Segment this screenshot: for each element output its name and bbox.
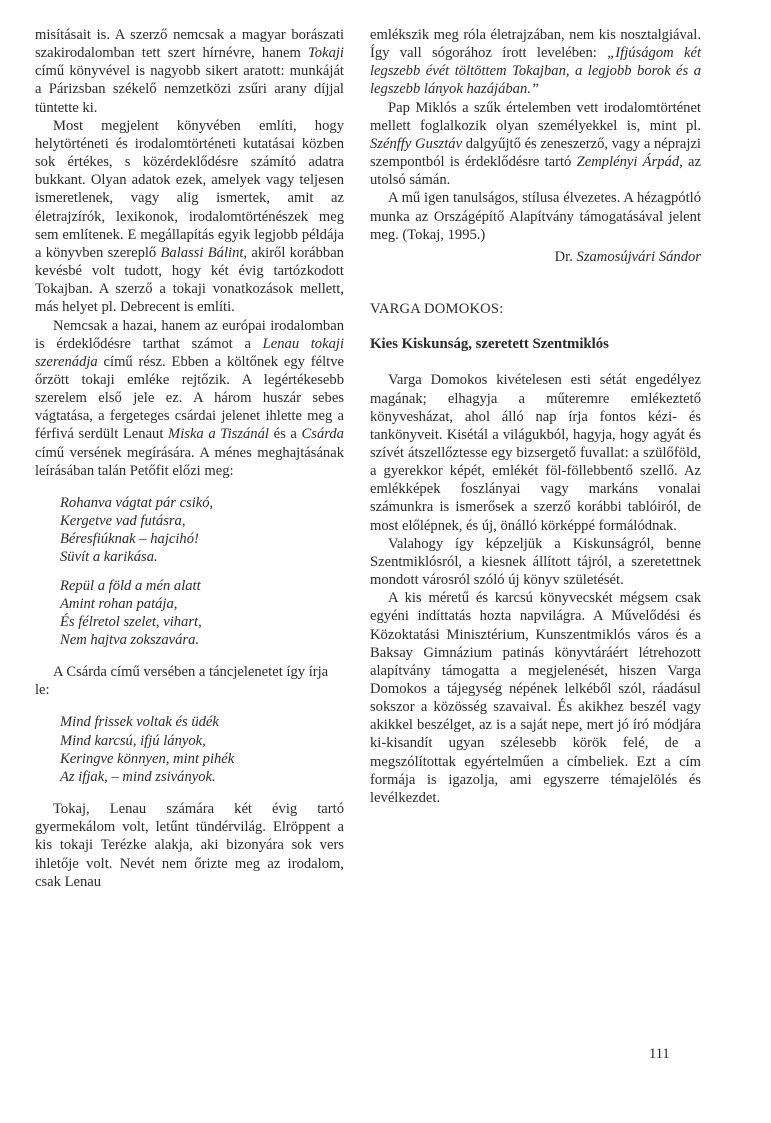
paragraph: A Csárda című versében a táncjelenetet így írja le:: [35, 664, 329, 699]
right-column: [370, 26, 701, 807]
italic-title: Lenau tokaji szerenádja: [35, 335, 344, 370]
paragraph: Pap Miklós a szűk értelemben vett irodalomtörténet mellett foglalkozik olyan személyekkel is, mint pl. Szénffy Gusztáv dalgyűjtő és zeneszerző, vagy a néprajzi szempontból is érdeklődésre tartó Zemplényi Árpád, az utolsó sámán.: [370, 99, 702, 189]
italic-name: Balassi Bálint,: [160, 244, 248, 261]
poem-line: Nem hajtva zokszavára.: [60, 632, 200, 648]
poem-line: És félretol szelet, vihart,: [60, 613, 202, 630]
italic-name: Zemplényi Árpád,: [576, 154, 683, 171]
italic-title: Miska a Tiszánál: [168, 426, 269, 443]
poem-line: Repül a föld a mén alatt: [60, 577, 201, 594]
paragraph: misításait is. A szerző nemcsak a magyar borászati szakirodalomban tett szert hírnévre, hanem Tokaji című könyvével is nagyobb sikert aratott: munkáját a Párizsban székelő nemzetközi zsűri arany díjjal tüntette ki.: [35, 27, 344, 116]
poem-stanza: [60, 713, 344, 786]
paragraph: A mű igen tanulságos, stílusa élvezetes. A hézagpótló munka az Országépítő Alapítvány támogatásával jelent meg. (Tokaj, 1995.): [370, 190, 701, 243]
paragraph: Nemcsak a hazai, hanem az európai irodalomban is érdeklődésre tarthat számot a Lenau tokaji szerenádja című rész. Ebben a költőnek egy féltve őrzött tokaji emléke rejtőzik. A legértékesebb szerelem első jele ez. A három huszár sebes vágtatása, a fergeteges csárdai jelenet ihlette meg a férfivá serdült Lenaut Miska a Tiszánál és a Csárda című versének megírására. A ménes meghajtásának leírásában talán Petőfit előzi meg:: [35, 317, 344, 479]
review-signature: Dr. Szamosújvári Sándor: [554, 248, 701, 265]
poem-stanza: [60, 577, 344, 650]
poem-line: Mind karcsú, ifjú lányok,: [60, 732, 206, 749]
paragraph: Varga Domokos kivételesen esti sétát engedélyez magának; elhagyja a műteremre emlékeztető könyvesházat, ahol álló nap írja fontos kézi- és tankönyveit. Kisétál a világukból, hagyja, hogy agyát és szívét átszellőztesse egy bizsergető fuvallat: a szülőföld, a gyerekkor képét, emlékét föl-föllebbentő szellő. Az emlékképek foszlányai vagy markáns vonalai számunkra is ismerősek a szerző korábbi tablóiról, de most előlépnek, és új, önálló körképpé formálódnak.: [370, 372, 701, 534]
paragraph: Most megjelent könyvében említi, hogy helytörténeti és irodalomtörténeti kutatásai közben sok értékes, s közérdeklődésre számító adatra bukkant. Olyan adatok ezek, amelyek vagy teljesen ismeretlenek, vagy alig ismertek, amit az életrajzírók, lexikonok, irodalomtörténészek meg sem említenek. E megállapítás egyik legjobb példája a könyvben szereplő Balassi Bálint, akiről korábban kevésbé volt tudott, hogy két évig tartózkodott Tokajban. A szerző a tokaji vonatkozások mellett, más helyet pl. Debrecent is említi.: [35, 117, 344, 316]
poem-line: Béresfiúknak – hajcihó!: [60, 531, 199, 548]
italic-title: Tokaji: [308, 45, 344, 62]
poem-line: Mind frissek voltak és üdék: [60, 714, 219, 731]
paragraph: Valahogy így képzeljük a Kiskunságról, benne Szentmiklósról, a kiesnek állított tájról, a szeretettnek mondott városról szóló új könyv születését.: [370, 535, 701, 589]
italic-quote: „Ifjúságom két legszebb évét töltöttem Tokajban, a legjobb borok és a legszebb lányok hazájában.”: [370, 45, 702, 98]
poem-line: Az ifjak, – mind zsiványok.: [60, 768, 216, 785]
poem-excerpt: [60, 713, 344, 786]
poem-line: Keringve könnyen, mint pihék: [60, 750, 235, 767]
paragraph: A kis méretű és karcsú könyvecskét mégsem csak egyéni indíttatás hozta napvilágra. A Művelődési és Közoktatási Minisztérium, Kunszentmiklós város és a Baksay Gimnázium patinás könyvtáráért létrehozott alapítvány támogatta a megjelenését, hiszen Varga Domokos a tájegység népének lelkéből szól, ráadásul sokszor a közösség szavaival. És akikhez beszél vagy akikkel beszélget, az is a saját nepe, mert jó író módjára ki-kisandít ugyan szélesebb körök felé, de a megszólítottak egyértelműen a címbeliek. Ezt a cím formája is igazolja, ami egyszerre témajelölés és levélkezdet.: [370, 590, 701, 806]
italic-name: Szénffy Gusztáv: [370, 135, 463, 152]
poem-line: Amint rohan patája,: [60, 595, 178, 612]
italic-title: Csárda: [301, 426, 344, 443]
left-column: [35, 26, 344, 891]
poem-stanza: [60, 494, 344, 567]
article-author: VARGA DOMOKOS:: [370, 301, 504, 318]
poem-line: Rohanva vágtat pár csikó,: [60, 494, 214, 511]
paragraph: emlékszik meg róla életrajzában, nem kis nosztalgiával. Így vall sógorához írott levelében: „Ifjúságom két legszebb évét töltöttem Tokajban, a legjobb borok és a legszebb lányok hazájában.”: [370, 27, 702, 98]
article-title: Kies Kiskunság, szeretett Szentmiklós: [370, 336, 609, 353]
page-number: 111: [649, 1046, 670, 1062]
paragraph: Tokaj, Lenau számára két évig tartó gyermekálom volt, letűnt tündérvilág. Elröppent a kis tokaji Terézke alakja, aki bizonyára sok vers ihletője volt. Nevét nem őrizte meg az irodalom, csak Lenau: [35, 801, 344, 890]
poem-line: Süvít a karikása.: [60, 549, 158, 566]
poem-line: Kergetve vad futásra,: [60, 513, 186, 530]
poem-excerpt: [60, 494, 344, 649]
